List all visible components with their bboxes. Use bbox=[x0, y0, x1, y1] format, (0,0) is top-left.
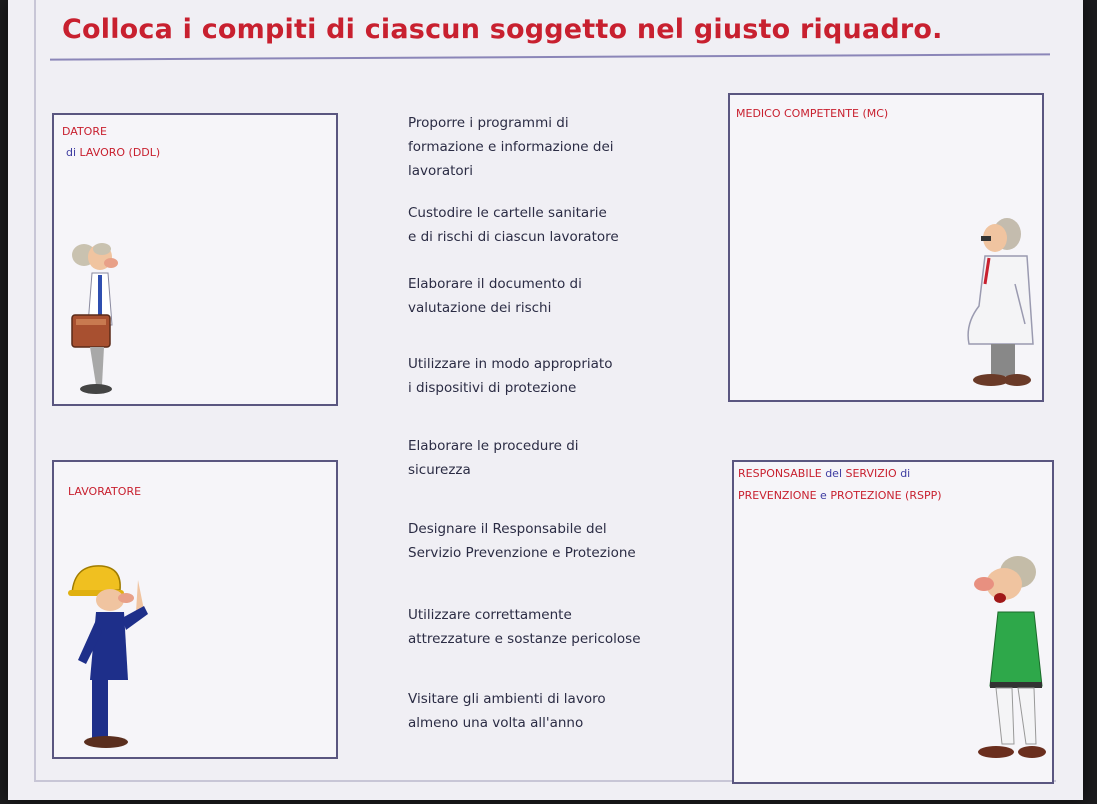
box-lavoratore-label: LAVORATORE bbox=[68, 485, 142, 498]
task-line: valutazione dei rischi bbox=[408, 300, 552, 316]
box-mc-label: MEDICO COMPETENTE (MC) bbox=[736, 107, 889, 120]
task-line: sicurezza bbox=[408, 462, 471, 478]
box-ddl-label-line1: DATORE bbox=[62, 125, 107, 138]
rspp-label-prevenzione: PREVENZIONE bbox=[738, 489, 817, 502]
task-line: formazione e informazione dei bbox=[408, 139, 614, 155]
task-visitare-ambienti[interactable] bbox=[408, 687, 606, 735]
doctor-icon bbox=[955, 214, 1045, 392]
task-line: attrezzature e sostanze pericolose bbox=[408, 631, 641, 647]
task-line: Utilizzare in modo appropriato bbox=[408, 356, 613, 372]
box-rspp-label-line1 bbox=[738, 466, 910, 481]
rspp-label-responsabile: RESPONSABILE bbox=[738, 467, 822, 480]
businessman-icon bbox=[62, 235, 132, 397]
worker-helmet-icon bbox=[62, 560, 162, 750]
box-ddl-label-line2 bbox=[66, 145, 160, 160]
task-proporre-programmi[interactable] bbox=[408, 111, 614, 183]
task-line: Elaborare le procedure di bbox=[408, 438, 579, 454]
rspp-label-del: del bbox=[825, 467, 842, 480]
task-utilizzare-attrezzature[interactable] bbox=[408, 603, 641, 651]
task-elaborare-dvr[interactable] bbox=[408, 272, 582, 320]
slide-title: Colloca i compiti di ciascun soggetto nel giusto riquadro. bbox=[62, 14, 943, 45]
task-line: Custodire le cartelle sanitarie bbox=[408, 205, 607, 221]
task-line: Designare il Responsabile del bbox=[408, 521, 607, 537]
task-line: e di rischi di ciascun lavoratore bbox=[408, 229, 619, 245]
task-line: Elaborare il documento di bbox=[408, 276, 582, 292]
task-elaborare-procedure[interactable] bbox=[408, 434, 579, 482]
box-ddl-label-main: LAVORO (DDL) bbox=[79, 146, 161, 159]
task-designare-rspp[interactable] bbox=[408, 517, 636, 565]
rspp-label-protezione: PROTEZIONE (RSPP) bbox=[830, 489, 942, 502]
rspp-label-servizio: SERVIZIO bbox=[845, 467, 897, 480]
task-line: i dispositivi di protezione bbox=[408, 380, 577, 396]
rspp-label-e: e bbox=[820, 489, 827, 502]
task-line: Proporre i programmi di bbox=[408, 115, 569, 131]
task-line: Servizio Prevenzione e Protezione bbox=[408, 545, 636, 561]
box-rspp-label-line2 bbox=[738, 488, 942, 503]
rspp-shouting-icon bbox=[962, 548, 1048, 770]
task-utilizzare-dpi[interactable] bbox=[408, 352, 612, 400]
task-line: lavoratori bbox=[408, 163, 473, 179]
task-custodire-cartelle[interactable] bbox=[408, 201, 619, 249]
task-line: Visitare gli ambienti di lavoro bbox=[408, 691, 606, 707]
box-ddl-label-prefix: di bbox=[66, 146, 77, 159]
rspp-label-di: di bbox=[900, 467, 911, 480]
task-line: Utilizzare correttamente bbox=[408, 607, 572, 623]
task-line: almeno una volta all'anno bbox=[408, 715, 584, 731]
